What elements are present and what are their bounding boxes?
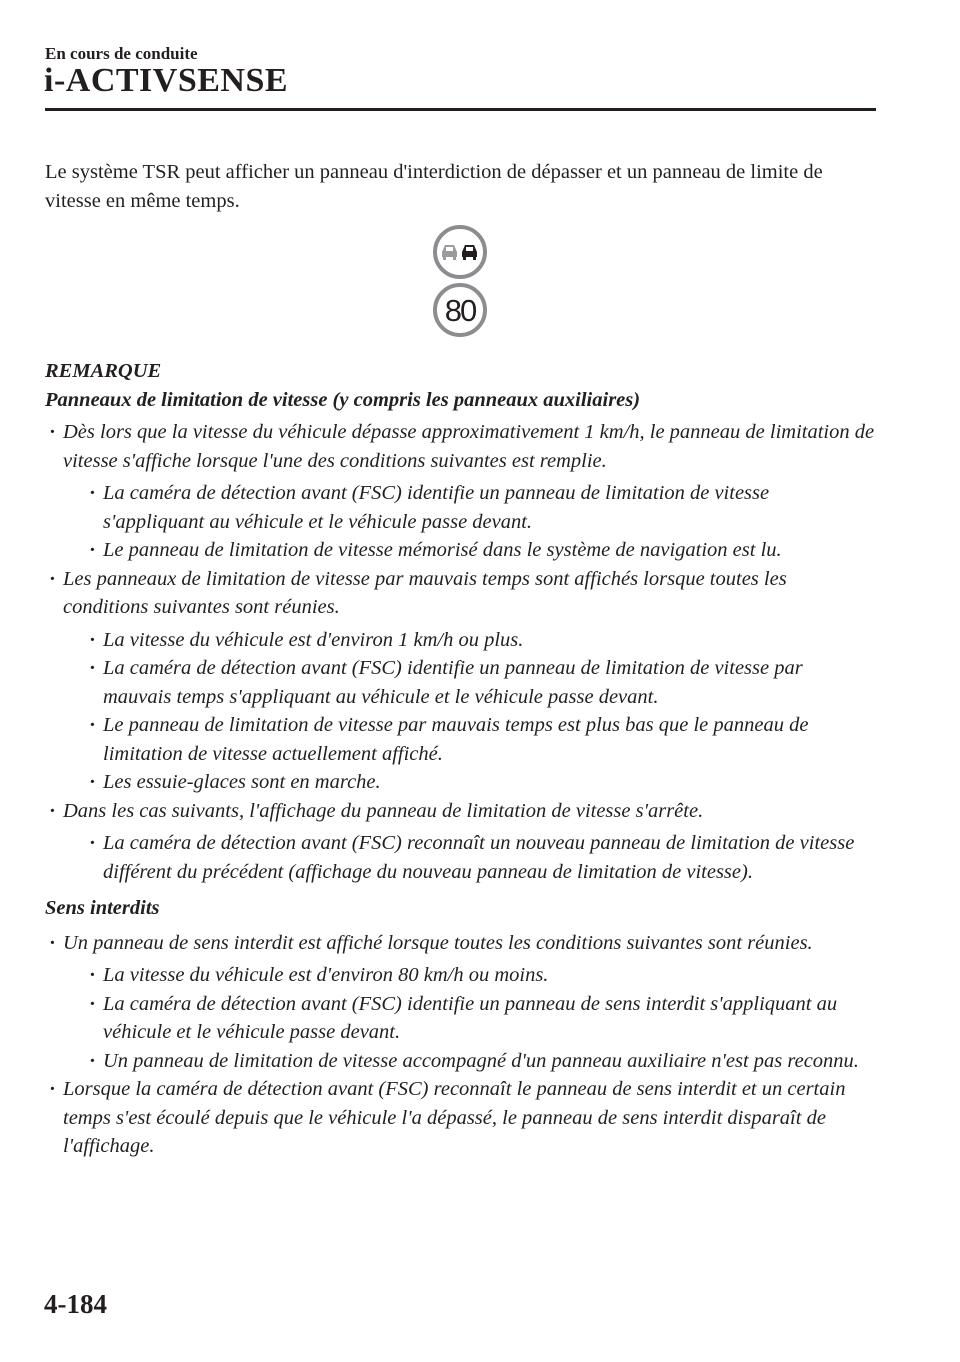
sub-list-item: · Un panneau de limitation de vitesse accompagné d'un panneau auxiliaire n'est pas reconnu. bbox=[85, 1047, 875, 1076]
note-list bbox=[45, 418, 875, 886]
list-item bbox=[45, 797, 875, 887]
sub-list-item: · La vitesse du véhicule est d'environ 80 km/h ou moins. bbox=[85, 961, 875, 990]
sub-list-item: · La vitesse du véhicule est d'environ 1 km/h ou plus. bbox=[85, 626, 875, 655]
list-item-text: Un panneau de sens interdit est affiché lorsque toutes les conditions suivantes sont réunies. bbox=[63, 931, 813, 954]
list-item bbox=[45, 1075, 875, 1161]
sub-list-item: · Les essuie-glaces sont en marche. bbox=[85, 768, 875, 797]
sub-list-item: · Le panneau de limitation de vitesse par mauvais temps est plus bas que le panneau de limitation de vitesse actuellement affiché. bbox=[85, 711, 875, 768]
page-number: 4-184 bbox=[44, 1289, 107, 1319]
sub-list bbox=[63, 626, 875, 797]
sub-list-item: · La caméra de détection avant (FSC) reconnaît un nouveau panneau de limitation de vitesse différent du précédent (affichage du nouveau panneau de limitation de vitesse). bbox=[85, 829, 875, 886]
sub-list-item: · La caméra de détection avant (FSC) identifie un panneau de limitation de vitesse par mauvais temps s'appliquant au véhicule et le véhicule passe devant. bbox=[85, 654, 875, 711]
list-item bbox=[45, 929, 875, 1076]
list-item-text: Dès lors que la vitesse du véhicule dépasse approximativement 1 km/h, le panneau de limitation de vitesse s'affiche lorsque l'une des conditions suivantes est remplie. bbox=[63, 421, 875, 472]
no-overtaking-cars-icon bbox=[439, 240, 481, 264]
note-subtitle: Panneaux de limitation de vitesse (y compris les panneaux auxiliaires) bbox=[45, 388, 641, 411]
sub-list bbox=[63, 479, 875, 565]
no-overtaking-sign-icon bbox=[433, 225, 487, 279]
list-item-text: Les panneaux de limitation de vitesse par mauvais temps sont affichés lorsque toutes les conditions suivantes sont réunies. bbox=[63, 567, 787, 618]
list-item bbox=[45, 418, 875, 565]
sub-list-item: · Le panneau de limitation de vitesse mémorisé dans le système de navigation est lu. bbox=[85, 536, 875, 565]
list-item-text: Dans les cas suivants, l'affichage du panneau de limitation de vitesse s'arrête. bbox=[63, 799, 704, 822]
list-item bbox=[45, 565, 875, 797]
sub-list-item: · La caméra de détection avant (FSC) identifie un panneau de sens interdit s'appliquant au véhicule et le véhicule passe devant. bbox=[85, 990, 875, 1047]
car-left-icon bbox=[442, 245, 457, 260]
header-rule bbox=[45, 108, 876, 111]
sub-list-item: · La caméra de détection avant (FSC) identifie un panneau de limitation de vitesse s'appliquant au véhicule et le véhicule passe devant. bbox=[85, 479, 875, 536]
no-entry-title: Sens interdits bbox=[45, 897, 160, 919]
sub-list bbox=[63, 829, 875, 886]
speed-limit-sign-icon bbox=[433, 283, 487, 337]
list-item-text: Lorsque la caméra de détection avant (FSC) reconnaît le panneau de sens interdit et un certain temps s'est écoulé depuis que le véhicule l'a dépassé, le panneau de sens interdit disparaît de l'affichage. bbox=[63, 1078, 846, 1157]
sign-illustration bbox=[45, 223, 875, 339]
page-content bbox=[45, 158, 875, 1161]
sub-list bbox=[63, 961, 875, 1075]
chapter-title: i-ACTIVSENSE bbox=[44, 62, 289, 99]
no-entry-list bbox=[45, 929, 875, 1161]
intro-paragraph: Le système TSR peut afficher un panneau d'interdiction de dépasser et un panneau de limite de vitesse en même temps. bbox=[45, 161, 823, 212]
car-right-icon bbox=[462, 245, 477, 260]
speed-limit-value: 80 bbox=[444, 292, 476, 328]
section-label: En cours de conduite bbox=[45, 44, 198, 63]
note-label: REMARQUE bbox=[45, 360, 162, 382]
